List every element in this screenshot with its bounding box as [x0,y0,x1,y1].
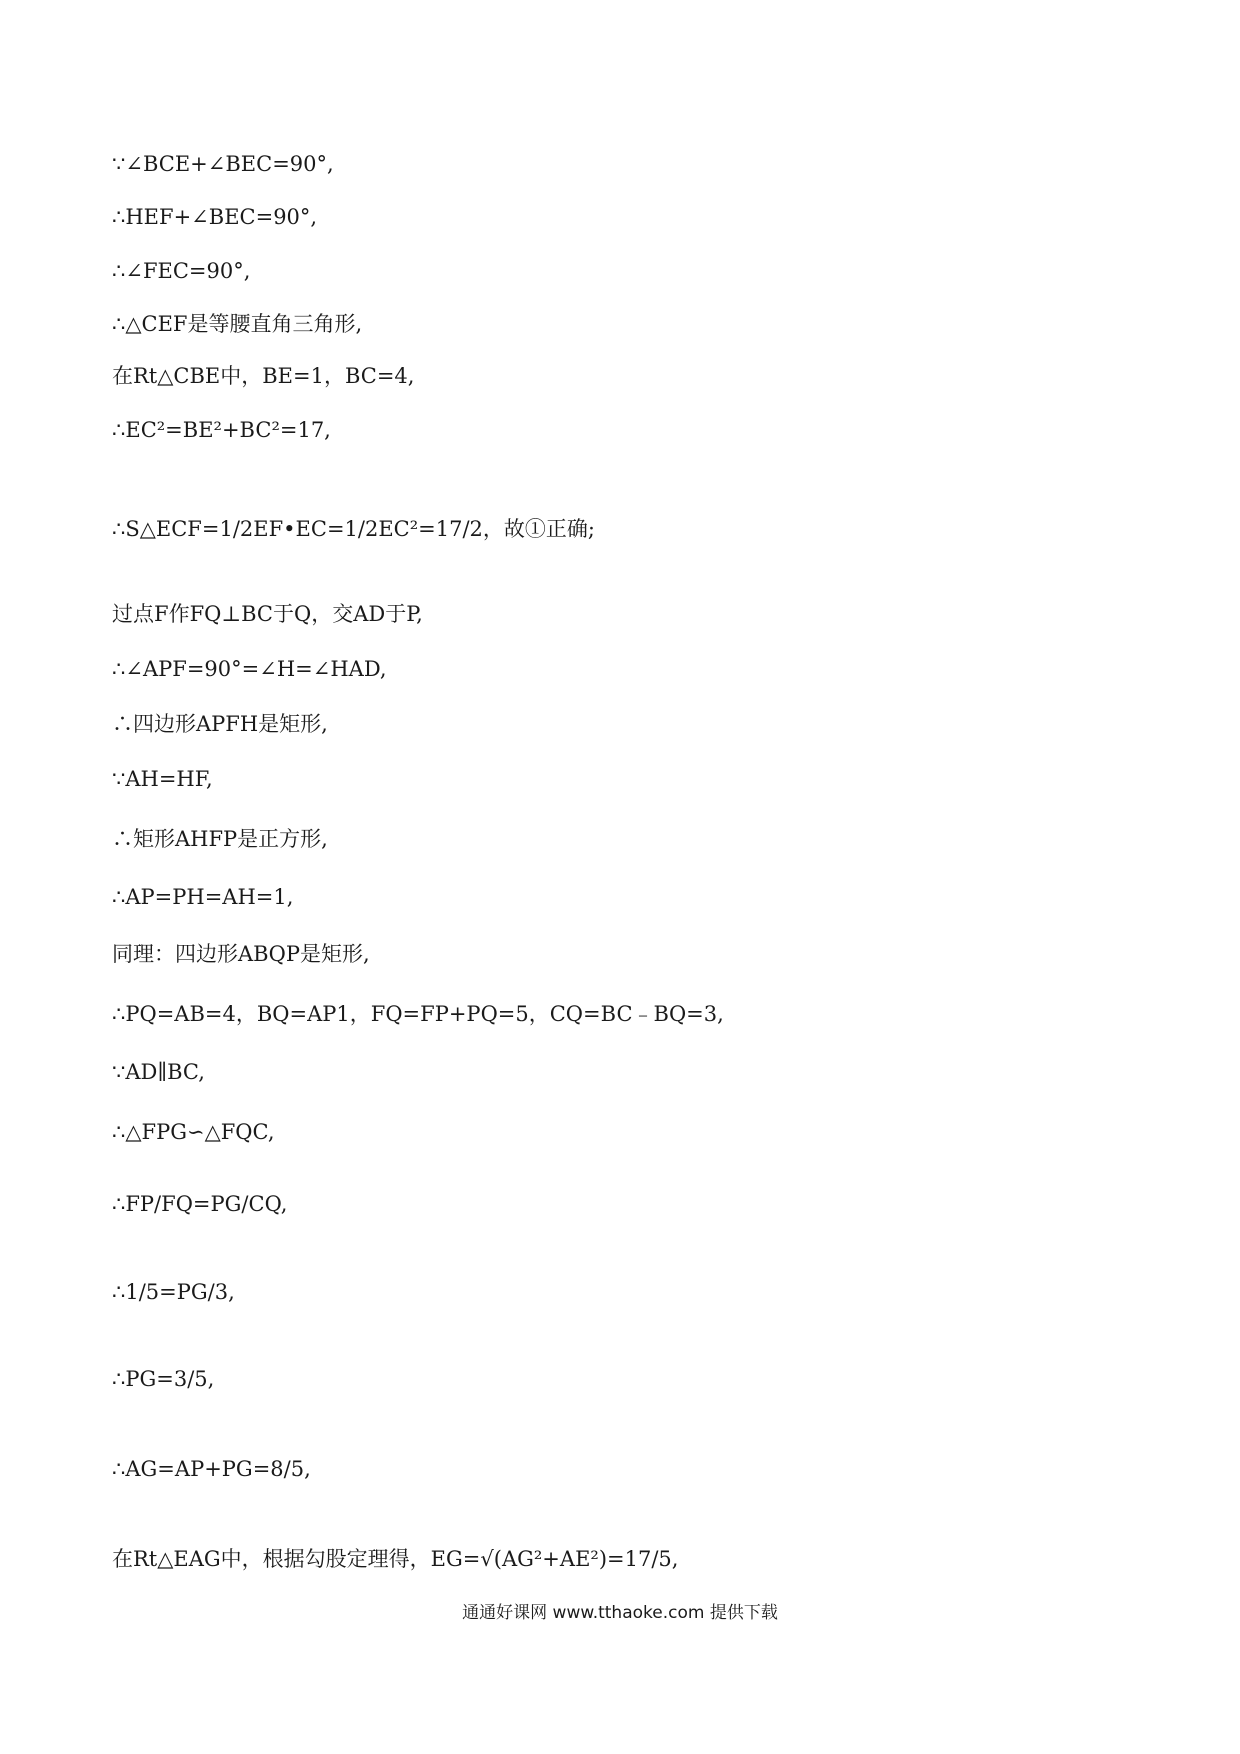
line-12 [112,825,328,853]
line-3-content: ∴∠FEC=90°, [112,259,251,283]
line-11-content: ∵AH=HF, [112,767,213,791]
line-13-content: ∴AP=PH=AH=1, [112,885,294,909]
line-9-content: ∴∠APF=90°=∠H=∠HAD, [112,657,387,681]
line-5-content: 在Rt△CBE中，BE=1，BC=4, [112,364,415,388]
line-7 [112,515,595,543]
line-6 [112,416,331,444]
line-6-content: ∴EC²=BE²+BC²=17, [112,418,331,442]
line-13 [112,883,293,911]
line-4-content: ∴△CEF是等腰直角三角形, [112,312,363,336]
line-16-content: ∵AD∥BC, [112,1060,205,1084]
line-22-content: 在Rt△EAG中，根据勾股定理得，EG=√(AG²+AE²)=17/5, [112,1547,679,1571]
line-5 [112,362,414,390]
line-8 [112,600,423,628]
line-19-content: ∴1/5=PG/3, [112,1280,235,1304]
line-20 [112,1365,214,1393]
line-3 [112,257,250,285]
line-18-content: ∴FP/FQ=PG/CQ, [112,1192,288,1216]
line-15 [112,1000,724,1028]
line-14-content: 同理：四边形ABQP是矩形, [112,942,370,966]
line-21-content: ∴AG=AP+PG=8/5, [112,1457,311,1481]
line-2-content: ∴HEF+∠BEC=90°, [112,205,318,229]
line-20-content: ∴PG=3/5, [112,1367,215,1391]
line-7-content: ∴S△ECF=1/2EF•EC=1/2EC²=17/2，故①正确; [112,517,595,541]
line-9 [112,655,387,683]
line-1 [112,150,334,178]
line-17-content: ∴△FPG∽△FQC, [112,1120,275,1144]
line-15-content: ∴PQ=AB=4，BQ=AP1，FQ=FP+PQ=5，CQ=BC﹣BQ=3, [112,1002,724,1026]
line-1-content: ∵∠BCE+∠BEC=90°, [112,152,334,176]
line-4 [112,310,362,338]
line-8-content: 过点F作FQ⊥BC于Q，交AD于P, [112,602,423,626]
line-22 [112,1545,678,1573]
line-12-content: ∴矩形AHFP是正方形, [112,827,328,851]
line-21 [112,1455,311,1483]
footer-credit: 通通好课网 www.tthaoke.com 提供下载 [462,1603,778,1623]
line-16 [112,1058,205,1086]
line-19 [112,1278,235,1306]
line-14 [112,940,370,968]
line-18 [112,1190,287,1218]
line-11 [112,765,213,793]
line-17 [112,1118,275,1146]
line-2 [112,203,317,231]
line-10 [112,710,328,738]
line-10-content: ∴四边形APFH是矩形, [112,712,328,736]
